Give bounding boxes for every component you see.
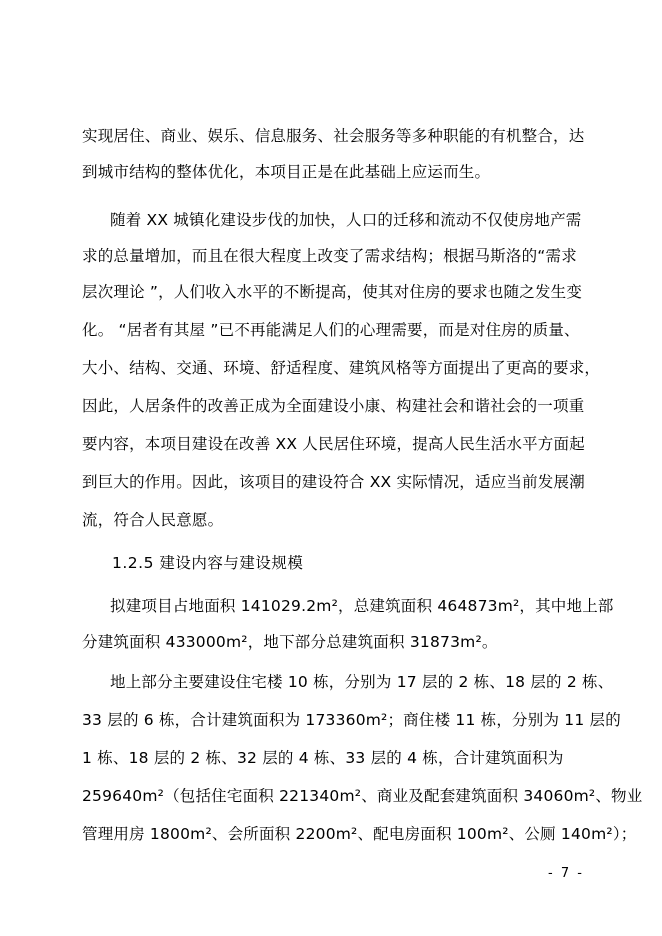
paragraph-line: 33 层的 6 栋，合计建筑面积为 173360m²；商住楼 11 栋，分别为 11 层的 <box>82 711 621 729</box>
paragraph-line: 流，符合人民意愿。 <box>82 511 224 529</box>
paragraph-line: 随着 XX 城镇化建设步伐的加快，人口的迁移和流动不仅使房地产需 <box>110 211 582 229</box>
paragraph-line: 化。 “居者有其屋 ”已不再能满足人们的心理需要，而是对住房的质量、 <box>82 321 580 339</box>
paragraph-line: 求的总量增加，而且在很大程度上改变了需求结构；根据马斯洛的“需求 <box>82 247 577 265</box>
paragraph-line: 管理用房 1800m²、会所面积 2200m²、配电房面积 100m²、公厕 140m²）； <box>82 825 637 843</box>
paragraph-line: 大小、结构、交通、环境、舒适程度、建筑风格等方面提出了更高的要求， <box>82 359 601 377</box>
section-heading: 1.2.5 建设内容与建设规模 <box>112 554 304 572</box>
paragraph-line: 拟建项目占地面积 141029.2m²，总建筑面积 464873m²，其中地上部 <box>110 597 614 615</box>
paragraph-line: 到巨大的作用。因此，该项目的建设符合 XX 实际情况，适应当前发展潮 <box>82 473 585 491</box>
paragraph-line: 259640m²（包括住宅面积 221340m²、商业及配套建筑面积 34060m²、物业 <box>82 787 643 805</box>
paragraph-line: 层次理论 ”，人们收入水平的不断提高，使其对住房的要求也随之发生变 <box>82 283 583 301</box>
paragraph-line: 到城市结构的整体优化，本项目正是在此基础上应运而生。 <box>82 163 491 181</box>
paragraph-line: 1 栋、18 层的 2 栋、32 层的 4 栋、33 层的 4 栋，合计建筑面积为 <box>82 749 564 767</box>
paragraph-line: 因此，人居条件的改善正成为全面建设小康、构建社会和谐社会的一项重 <box>82 397 585 415</box>
page-number: - 7 - <box>548 866 584 881</box>
paragraph-line: 分建筑面积 433000m²，地下部分总建筑面积 31873m²。 <box>82 633 498 651</box>
paragraph-line: 要内容，本项目建设在改善 XX 人民居住环境，提高人民生活水平方面起 <box>82 435 585 453</box>
paragraph-line: 实现居住、商业、娱乐、信息服务、社会服务等多种职能的有机整合，达 <box>82 127 585 145</box>
paragraph-line: 地上部分主要建设住宅楼 10 栋，分别为 17 层的 2 栋、18 层的 2 栋、 <box>110 673 614 691</box>
